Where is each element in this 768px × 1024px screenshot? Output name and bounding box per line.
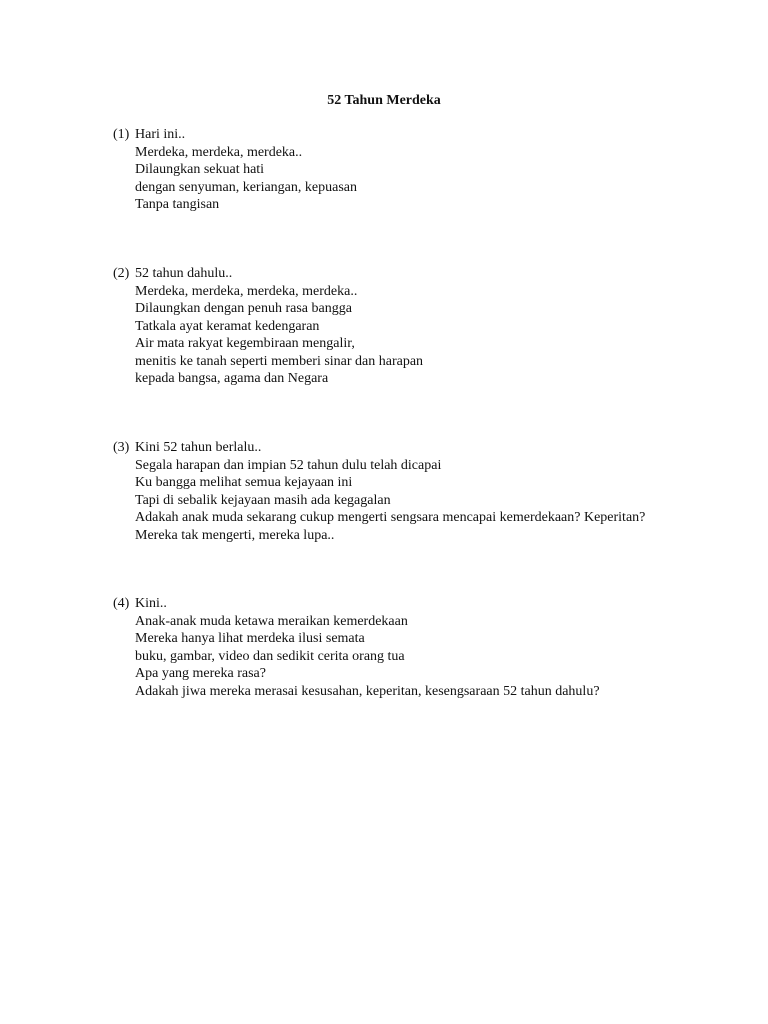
stanza-first-line: Kini.. — [135, 596, 167, 611]
stanza-line: Segala harapan dan impian 52 tahun dulu telah dicapai — [135, 457, 442, 473]
stanza-line: menitis ke tanah seperti memberi sinar dan harapan — [135, 353, 424, 369]
stanza-1 — [113, 126, 733, 214]
stanza-number: (3) — [113, 440, 130, 455]
stanza-line: Adakah jiwa mereka merasai kesusahan, keperitan, kesengsaraan 52 tahun dahulu? — [135, 683, 600, 699]
stanza-4 — [113, 595, 733, 700]
stanza-line: Mereka hanya lihat merdeka ilusi semata — [135, 631, 365, 646]
stanza-line: Merdeka, merdeka, merdeka.. — [135, 144, 303, 160]
stanza-line: Mereka tak mengerti, mereka lupa.. — [135, 527, 335, 543]
stanza-number: (2) — [113, 266, 130, 281]
stanza-line: Merdeka, merdeka, merdeka, merdeka.. — [135, 283, 358, 299]
stanza-line: Tapi di sebalik kejayaan masih ada kegagalan — [135, 492, 391, 508]
stanza-line: Adakah anak muda sekarang cukup mengerti sengsara mencapai kemerdekaan? Keperitan? — [135, 510, 646, 525]
stanza-line: Tatkala ayat keramat kedengaran — [135, 318, 320, 334]
stanza-number: (1) — [113, 127, 130, 142]
stanza-line: Air mata rakyat kegembiraan mengalir, — [135, 336, 355, 351]
stanza-line: Tanpa tangisan — [135, 197, 220, 212]
page-title: 52 Tahun Merdeka — [327, 93, 441, 108]
stanza-first-line: Hari ini.. — [135, 127, 186, 142]
stanza-line: buku, gambar, video dan sedikit cerita orang tua — [135, 648, 405, 664]
stanza-line: Dilaungkan dengan penuh rasa bangga — [135, 301, 352, 316]
stanza-2 — [113, 265, 733, 388]
stanza-line: Ku bangga melihat semua kejayaan ini — [135, 475, 353, 490]
stanza-3 — [113, 439, 733, 544]
stanza-heading — [113, 126, 733, 144]
stanza-line: kepada bangsa, agama dan Negara — [135, 371, 329, 386]
stanza-heading — [113, 439, 733, 457]
stanza-heading — [113, 595, 733, 613]
stanza-heading — [113, 265, 733, 283]
stanza-first-line: 52 tahun dahulu.. — [135, 266, 233, 281]
stanza-line: Apa yang mereka rasa? — [135, 666, 266, 681]
stanza-first-line: Kini 52 tahun berlalu.. — [135, 440, 262, 455]
stanza-line: Anak-anak muda ketawa meraikan kemerdekaan — [135, 613, 408, 629]
stanza-number: (4) — [113, 596, 130, 611]
stanza-line: Dilaungkan sekuat hati — [135, 162, 265, 177]
stanza-line: dengan senyuman, keriangan, kepuasan — [135, 179, 357, 195]
